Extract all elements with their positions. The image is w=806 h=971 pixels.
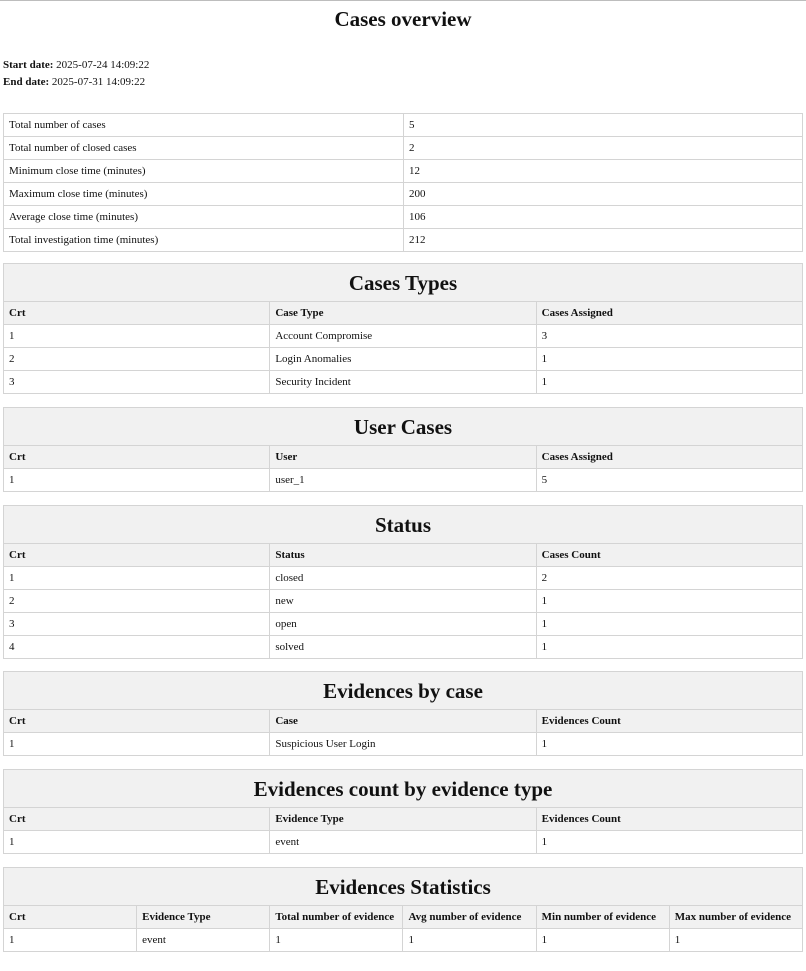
user-cases-table xyxy=(3,445,803,492)
table-cell: 1 xyxy=(536,590,802,613)
table-row xyxy=(4,733,803,756)
column-header: Crt xyxy=(4,302,270,325)
table-cell: 1 xyxy=(4,567,270,590)
table-header-row xyxy=(4,544,803,567)
start-date-label: Start date: xyxy=(3,59,54,71)
table-cell: 2 xyxy=(536,567,802,590)
column-header: Cases Assigned xyxy=(536,446,802,469)
table-header-row xyxy=(4,906,803,929)
table-row xyxy=(4,590,803,613)
table-row xyxy=(4,613,803,636)
column-header: Avg number of evidence xyxy=(403,906,536,929)
evidences-statistics-table xyxy=(3,905,803,952)
table-row xyxy=(4,371,803,394)
summary-label: Total number of closed cases xyxy=(4,137,404,160)
table-header-row xyxy=(4,302,803,325)
summary-table xyxy=(3,113,803,252)
table-cell: 1 xyxy=(4,929,137,952)
column-header: User xyxy=(270,446,536,469)
section-title: Evidences Statistics xyxy=(3,867,803,905)
evidences-statistics-section xyxy=(3,867,803,952)
summary-value: 212 xyxy=(404,229,803,252)
summary-label: Total number of cases xyxy=(4,114,404,137)
table-header-row xyxy=(4,446,803,469)
column-header: Evidences Count xyxy=(536,710,802,733)
column-header: Status xyxy=(270,544,536,567)
section-title: Evidences by case xyxy=(3,671,803,709)
summary-label: Total investigation time (minutes) xyxy=(4,229,404,252)
section-title: Status xyxy=(3,505,803,543)
summary-row xyxy=(4,206,803,229)
table-row xyxy=(4,567,803,590)
summary-row xyxy=(4,114,803,137)
summary-value: 106 xyxy=(404,206,803,229)
table-cell: 1 xyxy=(536,929,669,952)
table-cell: Login Anomalies xyxy=(270,348,536,371)
table-row xyxy=(4,469,803,492)
start-date xyxy=(3,57,149,74)
table-cell: 1 xyxy=(4,325,270,348)
evidences-by-case-section xyxy=(3,671,803,756)
table-cell: 1 xyxy=(536,613,802,636)
table-cell: 3 xyxy=(4,371,270,394)
table-row xyxy=(4,325,803,348)
user-cases-section xyxy=(3,407,803,492)
table-row xyxy=(4,929,803,952)
column-header: Crt xyxy=(4,446,270,469)
status-section xyxy=(3,505,803,659)
table-cell: Account Compromise xyxy=(270,325,536,348)
column-header: Min number of evidence xyxy=(536,906,669,929)
page-title: Cases overview xyxy=(334,7,472,31)
evidences-by-type-section xyxy=(3,769,803,854)
end-date xyxy=(3,74,149,91)
table-cell: closed xyxy=(270,567,536,590)
table-row xyxy=(4,831,803,854)
table-cell: 2 xyxy=(4,590,270,613)
table-cell: 4 xyxy=(4,636,270,659)
column-header: Evidences Count xyxy=(536,808,802,831)
summary-row xyxy=(4,137,803,160)
table-cell: 1 xyxy=(4,831,270,854)
table-cell: 1 xyxy=(270,929,403,952)
column-header: Evidence Type xyxy=(137,906,270,929)
table-header-row xyxy=(4,710,803,733)
table-cell: open xyxy=(270,613,536,636)
status-table xyxy=(3,543,803,659)
summary-value: 2 xyxy=(404,137,803,160)
table-cell: event xyxy=(137,929,270,952)
summary-label: Minimum close time (minutes) xyxy=(4,160,404,183)
evidences-by-type-table xyxy=(3,807,803,854)
column-header: Crt xyxy=(4,544,270,567)
column-header: Evidence Type xyxy=(270,808,536,831)
table-cell: 1 xyxy=(536,348,802,371)
table-cell: 1 xyxy=(4,733,270,756)
table-cell: new xyxy=(270,590,536,613)
table-cell: 1 xyxy=(536,636,802,659)
table-cell: 1 xyxy=(536,733,802,756)
table-cell: event xyxy=(270,831,536,854)
table-cell: 2 xyxy=(4,348,270,371)
summary-value: 12 xyxy=(404,160,803,183)
column-header: Crt xyxy=(4,710,270,733)
column-header: Case xyxy=(270,710,536,733)
case-types-section xyxy=(3,263,803,394)
section-title: Evidences count by evidence type xyxy=(3,769,803,807)
table-cell: 1 xyxy=(536,831,802,854)
summary-row xyxy=(4,160,803,183)
table-cell: 1 xyxy=(669,929,802,952)
table-cell: 5 xyxy=(536,469,802,492)
table-row xyxy=(4,636,803,659)
table-cell: 1 xyxy=(536,371,802,394)
column-header: Crt xyxy=(4,808,270,831)
end-date-value: 2025-07-31 14:09:22 xyxy=(51,76,146,88)
table-cell: 1 xyxy=(4,469,270,492)
summary-label: Average close time (minutes) xyxy=(4,206,404,229)
end-date-label: End date: xyxy=(3,76,50,88)
column-header: Crt xyxy=(4,906,137,929)
table-cell: 3 xyxy=(536,325,802,348)
section-title: Cases Types xyxy=(3,263,803,301)
section-title: User Cases xyxy=(3,407,803,445)
table-cell: 3 xyxy=(4,613,270,636)
column-header: Case Type xyxy=(270,302,536,325)
column-header: Max number of evidence xyxy=(669,906,802,929)
evidences-by-case-table xyxy=(3,709,803,756)
summary-row xyxy=(4,229,803,252)
summary-value: 5 xyxy=(404,114,803,137)
table-row xyxy=(4,348,803,371)
date-range xyxy=(3,57,149,91)
table-cell: user_1 xyxy=(270,469,536,492)
table-cell: Suspicious User Login xyxy=(270,733,536,756)
table-header-row xyxy=(4,808,803,831)
summary-row xyxy=(4,183,803,206)
table-cell: Security Incident xyxy=(270,371,536,394)
column-header: Cases Assigned xyxy=(536,302,802,325)
case-types-table xyxy=(3,301,803,394)
summary-label: Maximum close time (minutes) xyxy=(4,183,404,206)
table-cell: 1 xyxy=(403,929,536,952)
table-cell: solved xyxy=(270,636,536,659)
column-header: Cases Count xyxy=(536,544,802,567)
start-date-value: 2025-07-24 14:09:22 xyxy=(56,59,150,71)
column-header: Total number of evidence xyxy=(270,906,403,929)
summary-value: 200 xyxy=(404,183,803,206)
